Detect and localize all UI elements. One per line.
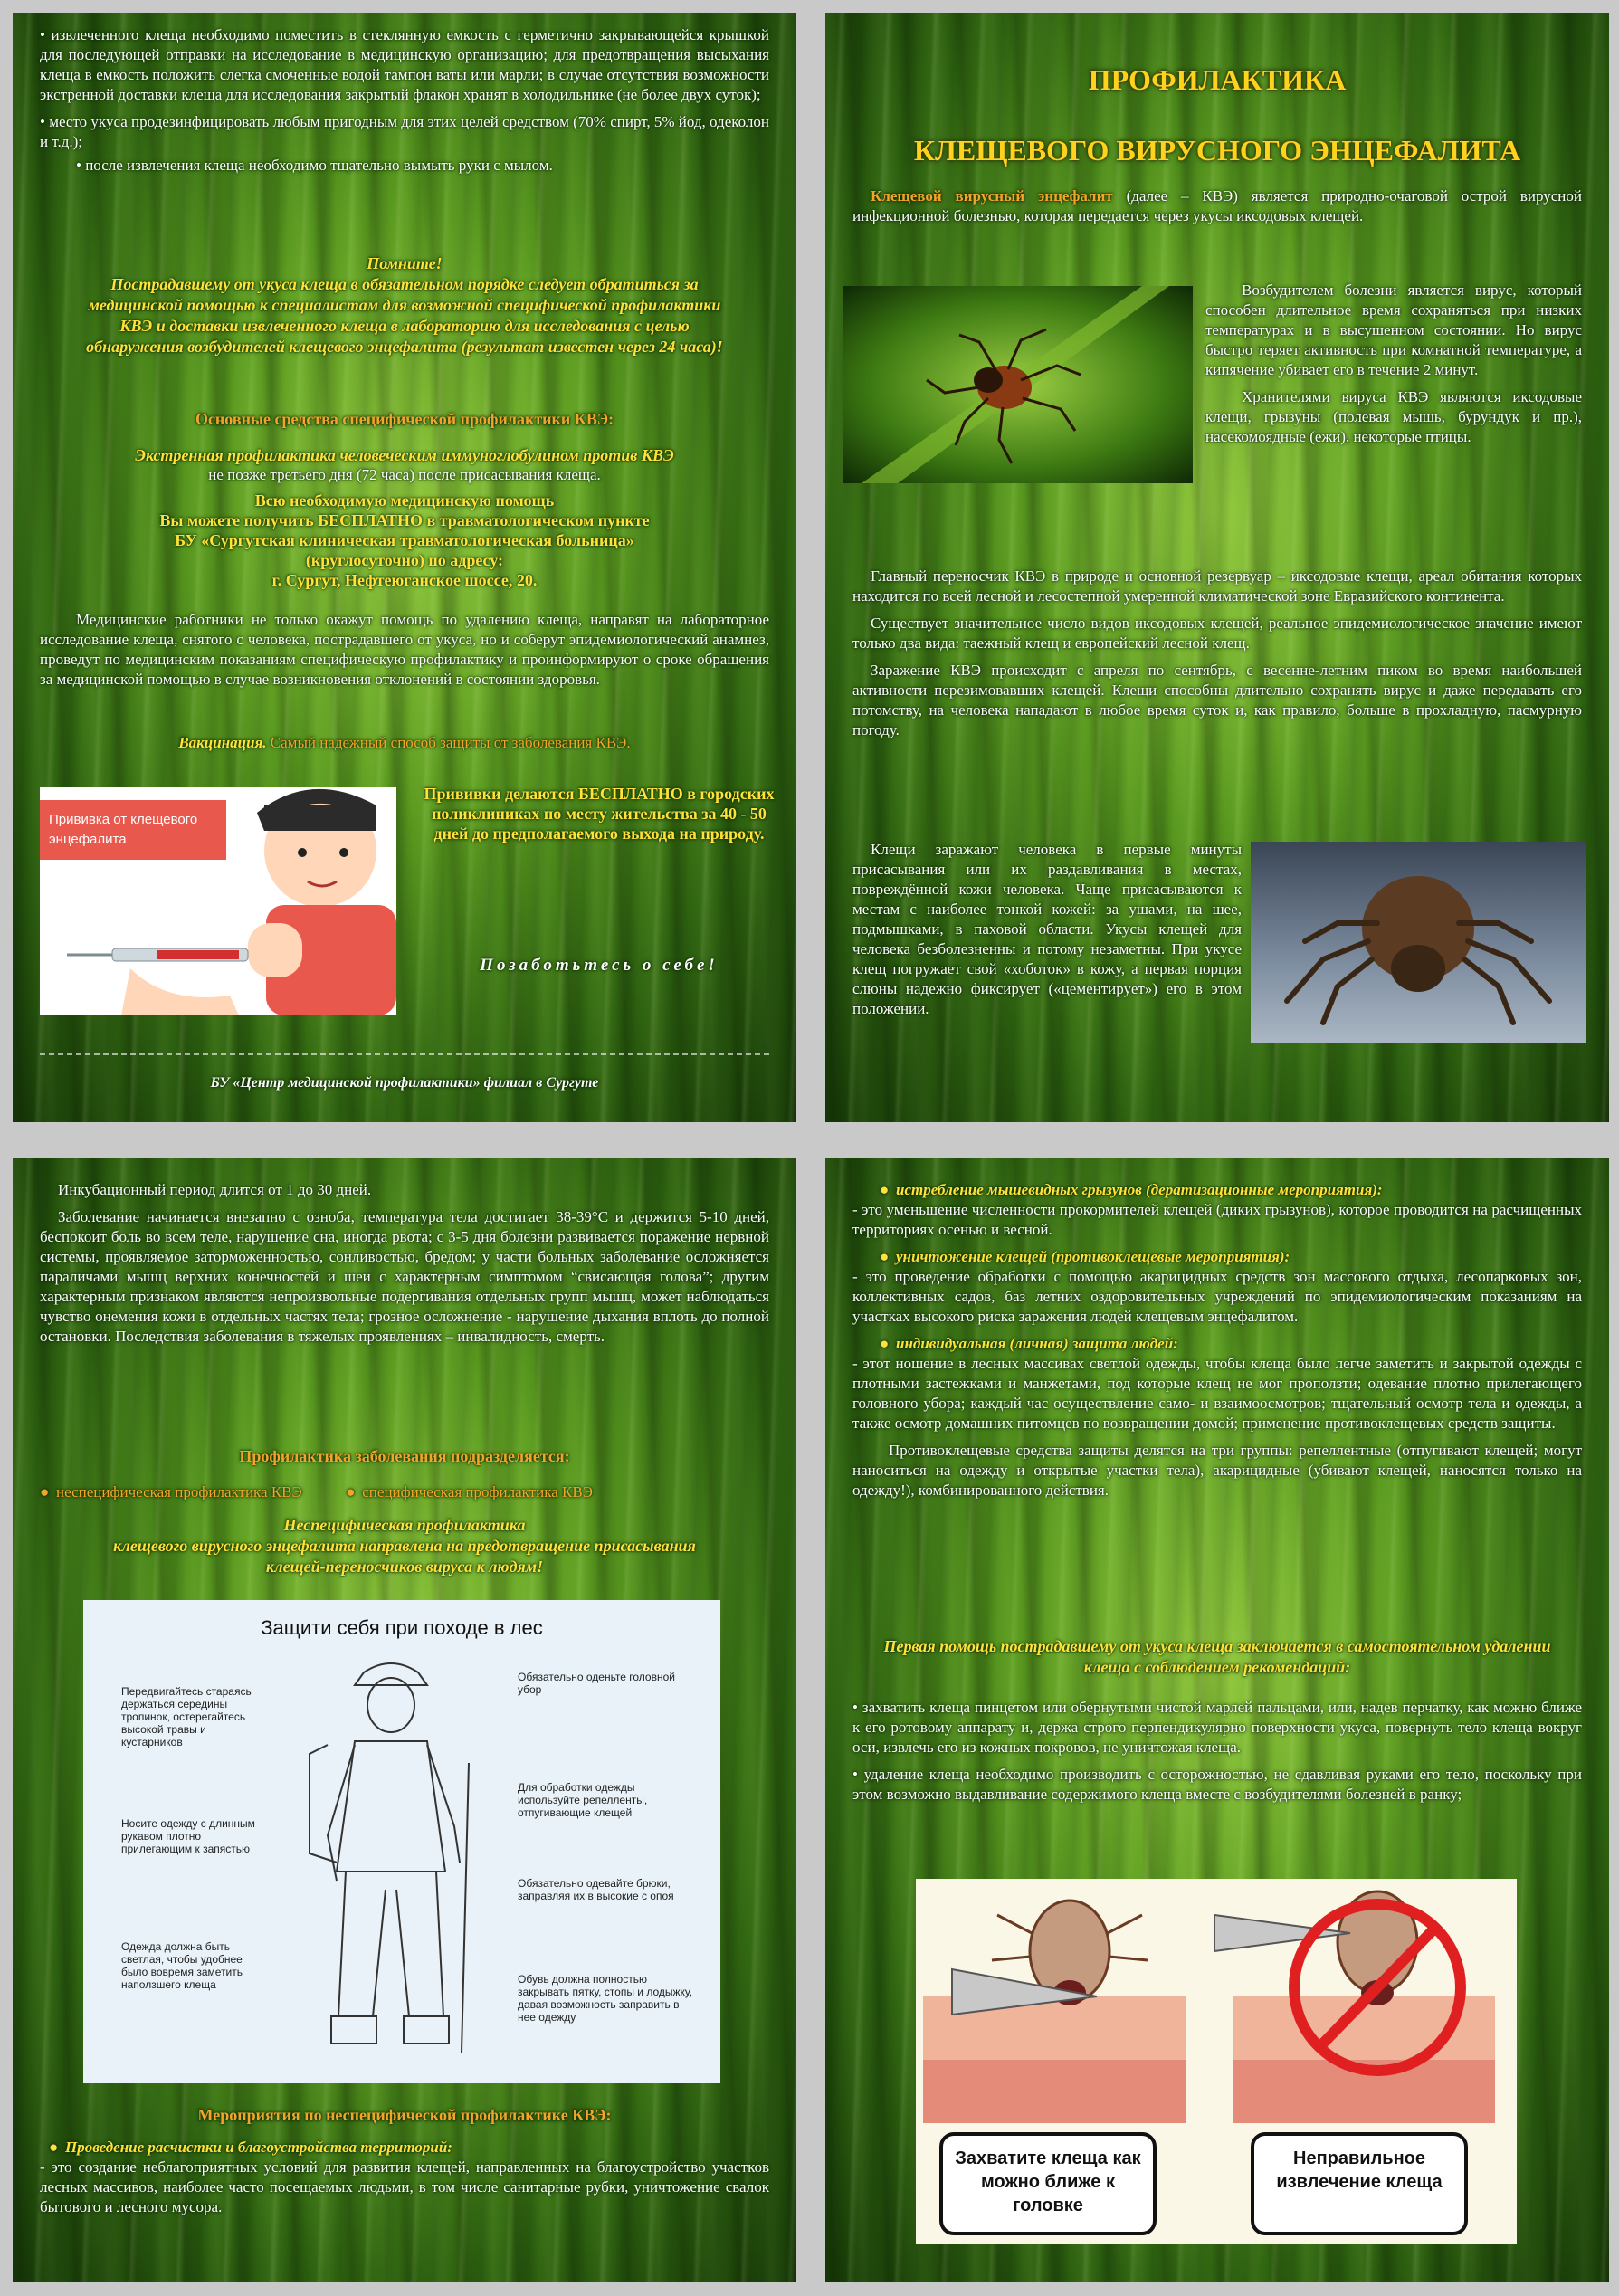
poster-label-2: Носите одежду с длинным рукавом плотно прилегающим к запястью [121,1817,255,1855]
panel2-middle [852,567,1582,748]
nonspecific-heading: Неспецифическая профилактика клещевого вирусного энцефалита направлена на предотвращение присасывания клещей-переносчиков вируса к людям! [113,1516,696,1576]
tick-closeup-photo [1251,842,1586,1043]
poster-label-6: Обязательно одевайте брюки, заправляя их в высокие с опоя [518,1877,674,1902]
vaccine-drawing [40,787,396,1015]
free-help-block [40,491,769,590]
emergency-prophylaxis [40,445,769,485]
emergency-title: Экстренная профилактика человеческим иммуноглобулином против КВЭ [135,446,674,464]
cleanup-block [40,2138,769,2225]
around-clock: (круглосуточно) по адресу: [305,551,504,569]
poster-label-5: Для обработки одежды используйте репелленты, отпугивающие клещей [518,1781,648,1819]
species-paragraph: Существует значительное число видов иксодовых клещей, реальное эпидемиологическое значение имеют только два вида: таежный клещ и европейский лесной клещ. [852,614,1582,652]
panel4-top-text [852,1180,1582,1508]
remember-block [40,253,769,357]
poster-title: Защити себя при походе в лес [261,1616,543,1639]
panel1-text-top [40,25,769,183]
repellents-text: Противоклещевые средства защиты делятся на три группы: репеллентные (отпугивают клещей; могут наноситься на одежду и открытые участки тела), акарицидные (убивают клещей, наносятся только на одежду!), комбинированного действия. [852,1442,1582,1499]
vaccination-text: Самый надежный способ защиты от заболевания КВЭ. [266,734,631,751]
poster-label-4: Обязательно оденьте головной убор [518,1671,675,1696]
specific-means-heading: Основные средства специфической профилактики КВЭ: [195,410,614,428]
vaccination-label: Вакцинация. [178,734,267,751]
infect-paragraph: Клещи заражают человека в первые минуты присасывания или их раздавливания в местах, повреждённой кожи человека. Чаще присасываются к местам с наиболее тонкой кожей: за ушами, на шее, подмышками, в паховой области. Укусы клещей для человека безболезненны и потому незаметны. При укусе клещ погружает свой «хоботок» в кожу, а первая порция слюны надежно фиксирует («цементирует») его в этом положении. [852,841,1242,1017]
vaccination-line [40,733,769,753]
free-line: Вы можете получить БЕСПЛАТНО в травматологическом пункте [159,511,650,529]
hospital-address: г. Сургут, Нефтеюганское шоссе, 20. [271,571,538,589]
panel-measures [825,1158,1609,2282]
rodents-text: - это уменьшение численности прокормителей клещей (диких грызунов), которое проводится на расчищенных территориях осенью и весной. [852,1201,1582,1238]
caption-correct: Захватите клеща как можно ближе к головке [955,2148,1141,2215]
specific-item: специфическая профилактика КВЭ [362,1483,593,1500]
bullet-icon: ● [346,1483,356,1500]
personal-text: - этот ношение в лесных массивах светлой одежды, чтобы клеща было легче заметить и закрытой одежды с плотными застежками и манжетами, под которые клещ не мог проползти; одевание плотно прилегающего головного убора; каждый час осуществление само- и взаимоосмотров; тщательный осмотр тела и одежды, а также осмотр домашних питомцев по возвращении домой; применение противоклещевых средств защиты. [852,1355,1582,1432]
measures-heading: Мероприятия по неспецифической профилактике КВЭ: [197,2106,612,2124]
poster-label-3: Одежда должна быть светлая, чтобы удобнее было вовремя заметить наползшего клеща [121,1940,243,1991]
hospital-name: БУ «Сургутская клиническая травматологическая больница» [175,531,634,549]
bite-disinfect-instruction: • место укуса продезинфицировать любым пригодным для этих целей средством (70% спирт, 5% йод, одеколон и т.д.); [40,113,770,150]
panel-symptoms [13,1158,796,2282]
pathogen-paragraph: Возбудителем болезни является вирус, который способен длительное время сохраняться при низких температурах и в высушенном состоянии. Но вирус быстро теряет активность при комнатной температуре, а кипячение убивает его в течение 2 минут. Хранителями вируса КВЭ являются иксодовые клещи, грызуны (полевая мышь, бурундук и пр.), насекомоядные (ежи), некоторые птицы. [1205,281,1582,445]
cleanup-text: - это создание неблагоприятных условий для развития клещей, направленных на благоустройство участков лесных массивов, наиболее часто посещаемых людьми, в том числе санитарные рубки, уничтожение свалок бытового и лесного мусора. [40,2158,769,2215]
remember-text: Пострадавшему от укуса клеща в обязательном порядке следует обратиться за медицинской помощью к специалистам для возможной специфической профилактики КВЭ и доставки извлеченного клеща в лабораторию для исследования с целью обнаружения возбудителей клещевого энцефалита (результат известен через 24 часа)! [86,275,723,356]
incubation-text: Инкубационный период длится от 1 до 30 дней. [58,1181,372,1198]
nonspecific-item: неспецифическая профилактика КВЭ [56,1483,302,1500]
rodents-label: истребление мышевидных грызунов (дератизационные мероприятия): [896,1181,1383,1198]
bullet-icon: ● [880,1335,890,1352]
hiker-drawing [291,1654,490,2071]
first-aid-steps [852,1698,1582,1812]
emergency-tail: не позже третьего дня (72 часа) после присасывания клеща. [208,466,601,483]
bullet-icon: ● [880,1181,890,1198]
cleanup-label: Проведение расчистки и благоустройства территорий: [65,2139,452,2156]
title-line-1: ПРОФИЛАКТИКА [1088,63,1347,96]
tick-container-instruction: • извлеченного клеща необходимо поместить в стеклянную емкость с герметично закрывающейся крышкой для последующей отправки на исследование в медицинскую организацию; для предотвращения высыхания клеща в емкость положить слегка смоченные водой тампон ваты или марли; в случае отсутствия возможности экстренной доставки клеща для исследования закрытый флакон хранят в холодильнике (не более двух суток); [40,26,769,103]
tick-removal-illustration [916,1879,1517,2244]
vaccine-illustration [40,787,396,1015]
intro-rest: (далее – КВЭ) является природно-очаговой острой вирусной инфекционной болезнью, которая передается через укусы иксодовых клещей. [852,187,1582,224]
wash-hands-instruction: • после извлечения клеща необходимо тщательно вымыть руки с мылом. [76,157,553,174]
panel3-top-text [40,1180,769,1354]
free-vaccine-text: Прививки делаются БЕСПЛАТНО в городских поликлиниках по месту жительства за 40 - 50 дней до предполагаемого выхода на природу. [424,785,775,843]
grab-instruction: • захватить клеща пинцетом или обернутыми чистой марлей пальцами, или, надев перчатку, как можно ближе к его ротовому аппарату и, держа строго перпендикулярно поверхности укуса, повернуть тело клеща вокруг оси, извлечь его из кожных покровов, не уничтожая клеща. [852,1699,1582,1756]
personal-label: индивидуальная (личная) защита людей: [896,1335,1178,1352]
forest-protection-poster [83,1600,720,2083]
season-paragraph: Заражение КВЭ происходит с апреля по сентябрь, с весенне-летним пиком во время наибольшей активности перезимовавших клещей. Клещи способны длительно сохранять вирус и даже передавать его потомству, на человека нападают в любое время суток и, как правило, больше в прохладную, пасмурную погоду. [852,662,1582,738]
careful-instruction: • удаление клеща необходимо производить с осторожностью, не сдавливая руками его тело, поскольку при этом возможно выдавливание содержимого клеща вместе с возбудителями болезней в ранку; [852,1766,1582,1803]
poster-label-1: Передвигайтесь стараясь держаться середины тропинок, остерегайтесь высокой травы и кустарников [121,1685,252,1748]
onset-text: Заболевание начинается внезапно с озноба, температура тела достигает 38-39°С и держится 5-10 дней, беспокоит боль во всем теле, нарушение сна, иногда рвота; с 3-5 дня болезни развивается поражение нервной системы, проявляемое заторможенностью, сонливостью, бредом; у части больных заболевание осложняется параличами мышц верхних конечностей и шеи с характерным симптомом “свисающая голова”; другим характерным признаком являются непроизвольные подергивания отдельных групп мышц, может наблюдаться чувство онемения кожи в отдельных частях тела; грозное осложнение - нарушение дыхания вплоть до полной остановки. Последствия заболевания в тяжелых проявлениях – инвалидность, смерть. [40,1208,769,1345]
medics-text: Медицинские работники не только окажут помощь по удалению клеща, направят на лабораторное исследование клеща, снятого с человека, пострадавшего от укуса, но и соберут эпидемиологический анамнез, проведут по медицинским показаниям специфическую профилактику и проинформируют о сроке обращения за медицинской помощью в случае возникновения отклонений в состоянии здоровья. [40,611,769,688]
divider [40,1053,769,1055]
poster-label-7: Обувь должна полностью закрывать пятку, стопы и лодыжку, давая возможность заправить в нее одежду [518,1973,693,2024]
footer-organization: БУ «Центр медицинской профилактики» филиал в Сургуте [210,1075,599,1091]
intro-paragraph [852,186,1582,226]
ticks-text: - это проведение обработки с помощью акарицидных средств зон массового отдыха, лесопарковых зон, коллективных садов, баз летних оздоровительных учреждений по эпидемиологическим показаниям на участках высокого риска заражения людей клещевым энцефалитом. [852,1268,1582,1325]
bullet-icon: ● [880,1248,890,1265]
panel-first-aid-continued [13,13,796,1122]
prevention-types [40,1482,769,1502]
tick-on-grass-photo [843,286,1193,483]
vaccine-banner-text: Прививка от клещевого [49,812,198,827]
bullet-icon: ● [40,1483,50,1500]
panel-title [825,13,1609,1122]
carrier-paragraph: Главный переносчик КВЭ в природе и основной резервуар – иксодовые клещи, ареал обитания которых находится по всей лесной и лесостепной умеренной климатической зоне Евразийского континента. [852,567,1582,605]
bullet-icon: ● [49,2139,59,2156]
all-help-line: Всю необходимую медицинскую помощь [254,491,555,510]
svg-text:энцефалита: энцефалита [49,832,127,847]
intro-highlight: Клещевой вирусный энцефалит [871,187,1113,205]
take-care-text: Позаботьтесь о себе! [480,956,719,975]
title-line-2: КЛЕЩЕВОГО ВИРУСНОГО ЭНЦЕФАЛИТА [913,134,1521,167]
caption-incorrect: Неправильное извлечение клеща [1276,2148,1443,2192]
keepers-paragraph: Хранителями вируса КВЭ являются иксодовые клещи, грызуны (полевая мышь, бурундук и пр.), насекомоядные (ежи), некоторые птицы. [1205,388,1582,445]
prevention-heading: Профилактика заболевания подразделяется: [239,1447,570,1465]
remember-heading: Помните! [367,254,443,272]
first-aid-heading: Первая помощь пострадавшему от укуса клеща заключается в самостоятельном удалении клеща с соблюдением рекомендаций: [883,1637,1551,1676]
ticks-label: уничтожение клещей (противоклещевые мероприятия): [896,1248,1290,1265]
